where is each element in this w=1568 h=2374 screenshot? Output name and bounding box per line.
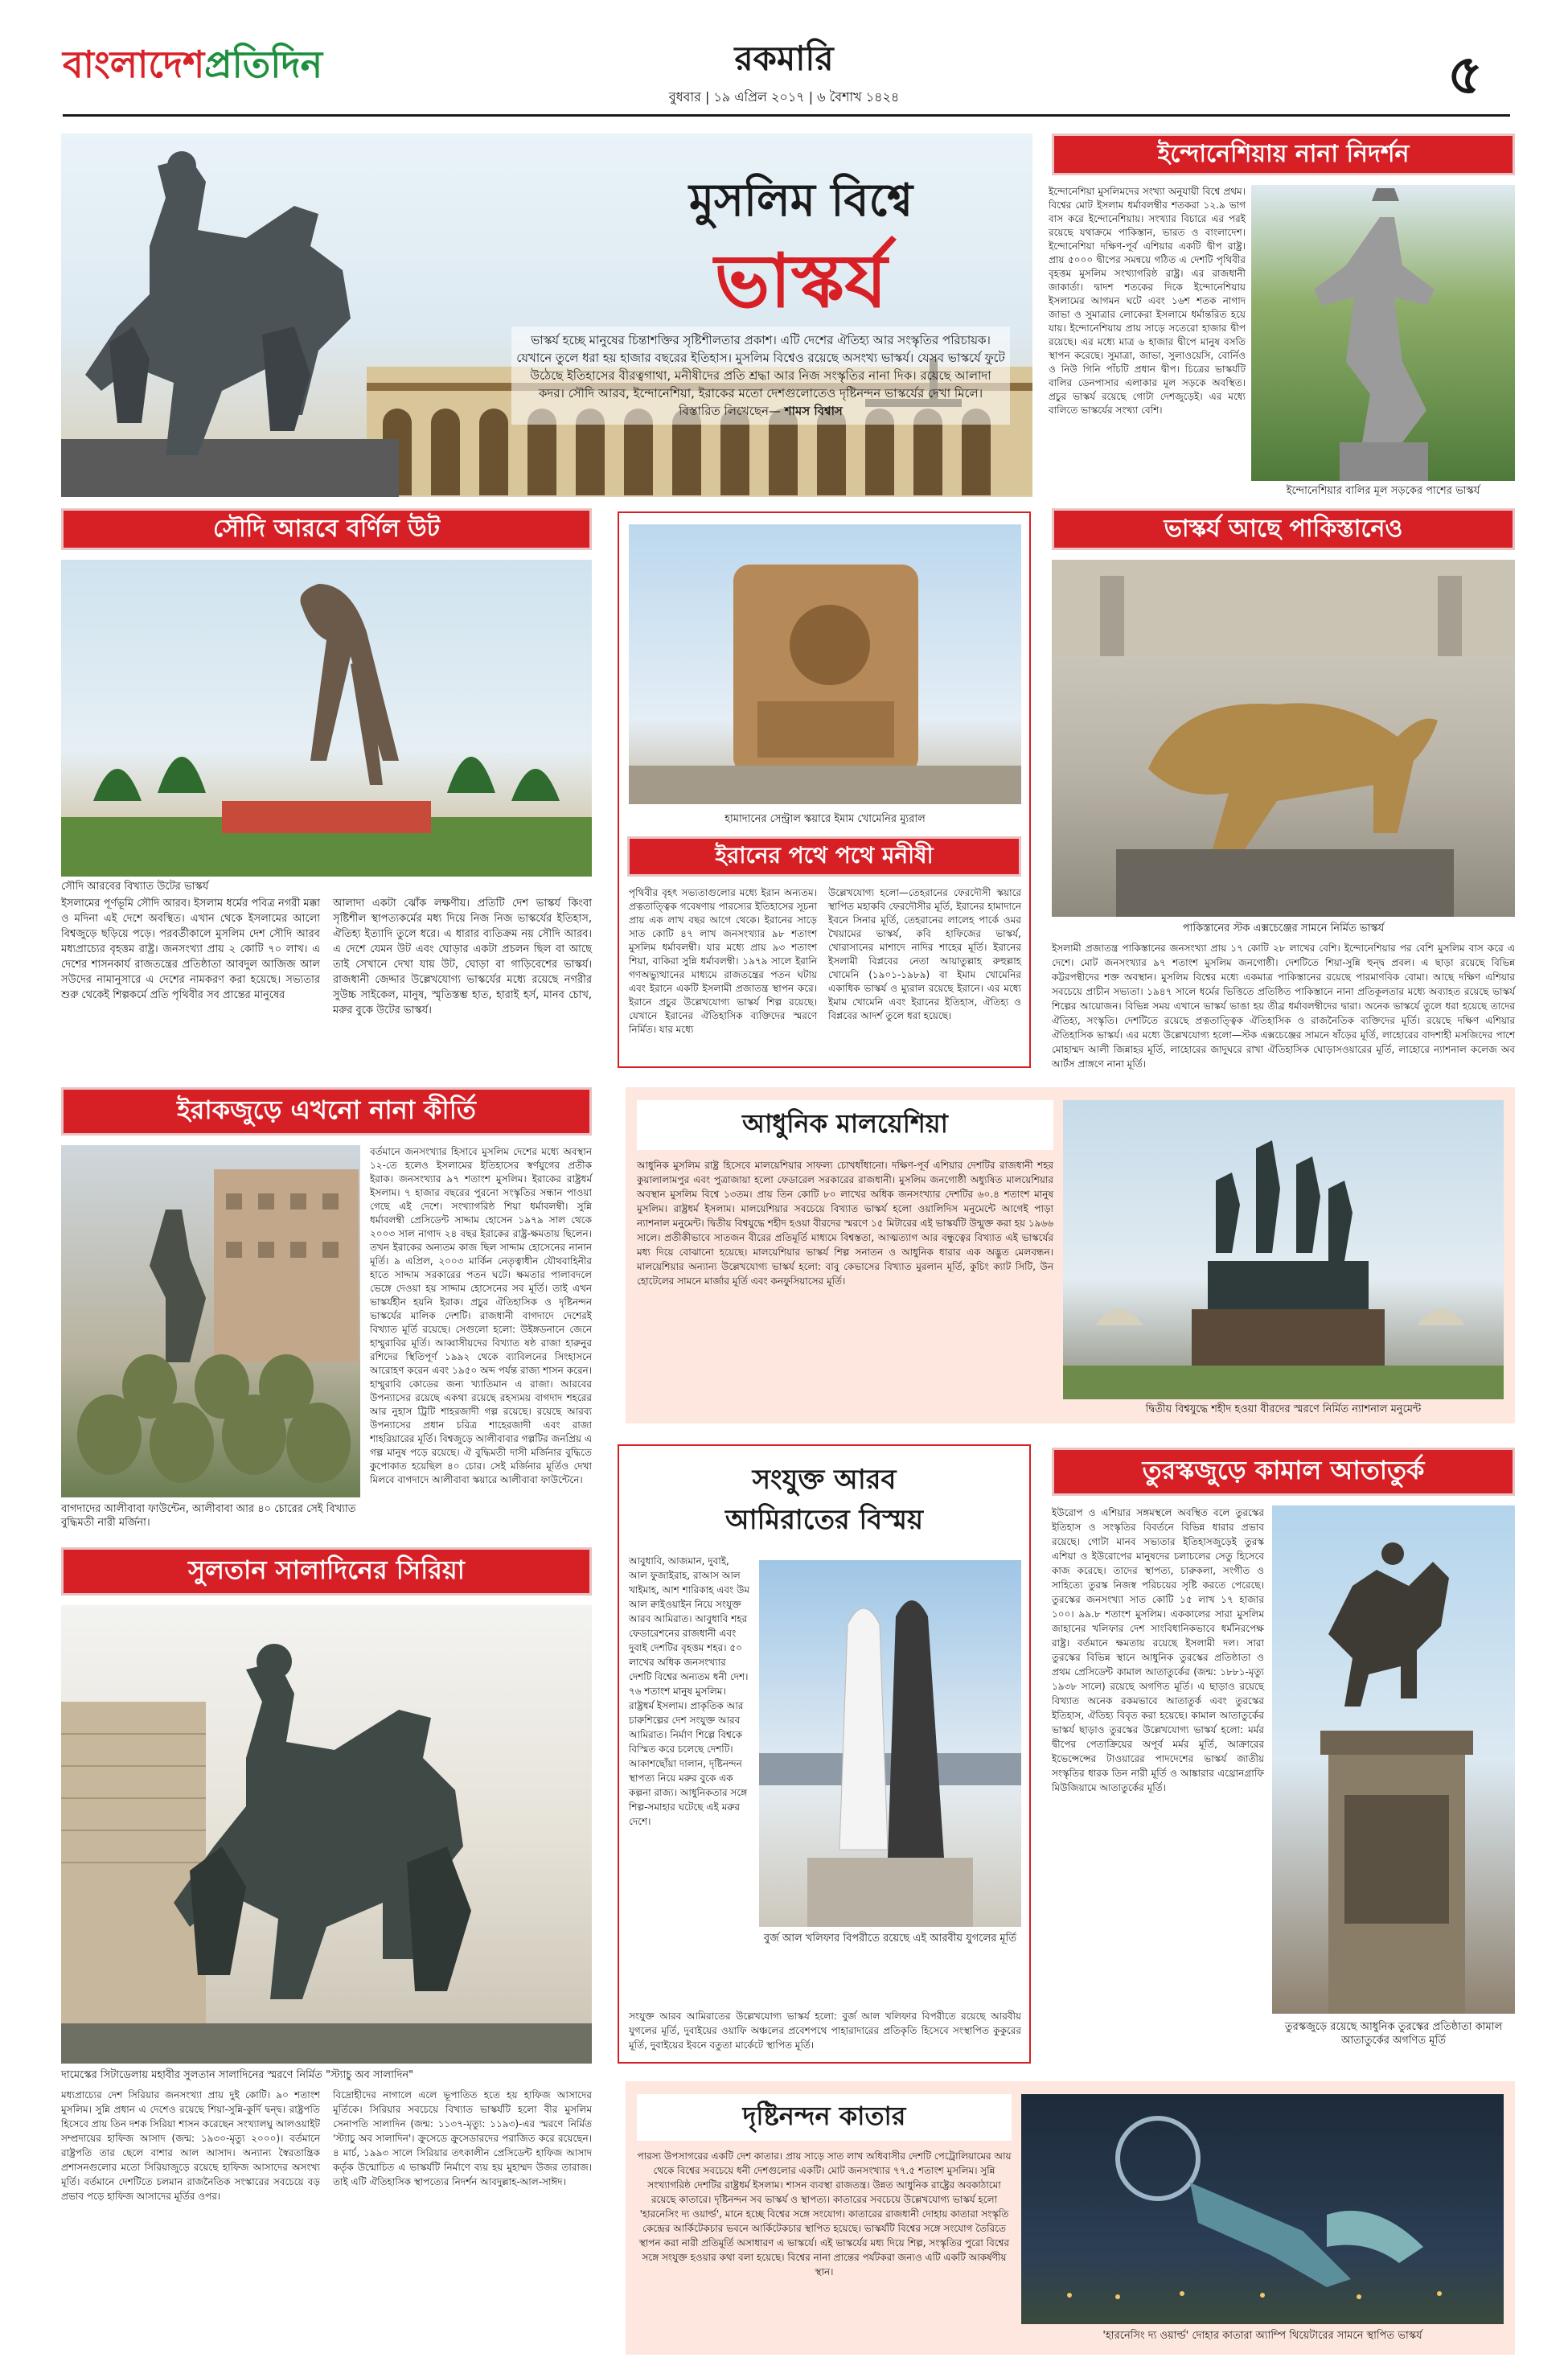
syria-heading: সুলতান সালাদিনের সিরিয়া xyxy=(61,1547,592,1596)
alibaba-fountain xyxy=(61,1145,360,1497)
qatar-text: পারস্য উপসাগরের একটি দেশ কাতার। প্রায় সাড়ে সাত লাখ অধিবাসীর দেশটি পেট্রোলিয়ামের আয় থেকে বিশ্বের সবচেয়ে ধনী দেশগুলোর একটি। মোট জনসংখ্যার ৭৭.৫ শতাংশ মুসলিম। সুন্নি সংখ্যাগরিষ্ঠ দেশটির রাষ্ট্রধর্ম ইসলাম। শাসন ব্যবস্থা রাজতন্ত্র। উন্নত আধুনিক রাষ্ট্রের অবকাঠামো রয়েছে কাতারে। দৃষ্টিনন্দন সব ভাস্কর্য ও স্থাপত্য। কাতারের সবচেয়ে উল্লেখযোগ্য ভাস্কর্য হলো 'হারনেসিং দ্য ওয়ার্ল্ড', মানে হচ্ছে বিশ্বের সঙ্গে সংযোগ। কাতারের রাজধানী দোহায় কাতারা সংস্কৃতি কেন্দ্রের আর্কিটেকচার ভবনে আর্কিটেকচার স্থাপিত হয়েছে। ভাস্কর্যটি বিশ্বের সঙ্গে সংযোগ তৈরিতে স্থাপন করা নারী প্রতিমূর্তি অসাধারণ এ ভাস্কর্যে। এই ভাস্কর্যের মধ্য দিয়ে শিল্প, সংস্কৃতির পুরো বিশ্বের সঙ্গে সংযুক্ত হওয়ার কথা বলা হয়েছে। বিশ্বের নানা প্রান্তের পর্যটকরা জন্যও এটি একটি আকর্ষণীয় স্থান। xyxy=(637,2150,1012,2277)
turkey-caption: তুরস্কজুড়ে রয়েছে আধুনিক তুরস্কের প্রতিষ্ঠাতা কামাল আতাতুর্কের অগণিত মূর্তি xyxy=(1284,2021,1503,2047)
national-monument xyxy=(1063,1100,1504,1399)
indonesia-caption: ইন্দোনেশিয়ার বালির মূল সড়কের পাশের ভাস্কর্য xyxy=(1286,485,1480,497)
iran-heading: ইরানের পথে পথে মনীষী xyxy=(627,836,1021,877)
saudi-photo xyxy=(61,560,592,877)
saudi-text-left: ইসলামের পূর্ণভূমি সৌদি আরব। ইসলাম ধর্মের পবিত্র নগরী মক্কা ও মদিনা এই দেশে অবস্থিত। এখান থেকে ইসলামের আলো বিশ্বজুড়ে ছড়িয়ে পড়ে। পরবর্তীকালে মুসলিম দেশ সৌদি আরব মধ্যপ্রাচ্যের বৃহত্তম রাষ্ট্র। জনসংখ্যা প্রায় ২ কোটি ৭০ লাখ। এ দেশের শাসনকার্য রাজতন্ত্রের প্রতিষ্ঠাতা আবদুল আজিজ আল সউদের নামানুসারে এ দেশের নামকরণ করা হয়েছে। সভ্যতার শুরু থেকেই শিল্পকর্মে প্রতি পৃথিবীর সব প্রান্তের মানুষের xyxy=(61,897,320,1001)
iraq-heading: ইরাকজুড়ে এখনো নানা কীর্তি xyxy=(61,1087,592,1136)
indonesia-text: ইন্দোনেশিয়া মুসলিমদের সংখ্যা অনুযায়ী বিশ্বে প্রথম। বিশ্বের মোট ইসলাম ধর্মাবলম্বীর শতকরা ১২.৯ ভাগ বাস করে ইন্দোনেশিয়ায়। সংখ্যার বিচারে এর পরই রয়েছে যথাক্রমে পাকিস্তান, ভারত ও বাংলাদেশ। ইন্দোনেশিয়া দক্ষিণ-পূর্ব এশিয়ার একটি দ্বীপ রাষ্ট্র। প্রায় ৫০০০ দ্বীপের সমন্বয়ে গঠিত এ দেশটি পৃথিবীর বৃহত্তম মুসলিম সংখ্যাগরিষ্ঠ রাষ্ট্র। এর রাজধানী জাকার্তা। দ্বাদশ শতকের দিকে ইন্দোনেশিয়ায় ইসলামের আগমন ঘটে এবং ১৬শ শতক নাগাদ জাভা ও সুমাত্রার লোকেরা ইসলামে ধর্মান্তরিত হয়ে যায়। ইন্দোনেশিয়ায় প্রায় সাড়ে সতেরো হাজার দ্বীপ রয়েছে। এর মধ্যে মাত্র ৬ হাজার দ্বীপে মানুষ বসতি স্থাপন করেছে। সুমাত্রা, জাভা, সুলাওয়েসি, বোর্নিও ও নিউ গিনি পাঁচটি প্রধান দ্বীপ। চিত্রের ভাস্কর্যটি বালির ডেনপাসার এলাকার মূল সড়কে অবস্থিত। প্রচুর ভাস্কর্য রয়েছে গোটা দেশজুড়েই। এর মধ্যে বালিতে ভাস্কর্যের সংখ্যা বেশি। xyxy=(1049,186,1246,416)
qatar-caption: 'হারনেসিং দ্য ওয়ার্ল্ড' দোহার কাতারা অ্যাম্পি থিয়েটারের সামনে স্থাপিত ভাস্কর্য xyxy=(1102,2330,1422,2342)
syria-photo xyxy=(61,1605,592,2064)
turkey-heading: তুরস্কজুড়ে কামাল আতাতুর্ক xyxy=(1052,1448,1515,1496)
masthead-rule xyxy=(63,114,1510,117)
iran-text-left: পৃথিবীর বৃহৎ সভ্যতাগুলোর মধ্যে ইরান অন্যতম। প্রত্নতাত্ত্বিক গবেষণায় পারস্যের ইতিহাসের সূচনা প্রায় এক লাখ বছর আগে থেকে। ইরানের সাড়ে সাত কোটি ৪৭ লাখ জনসংখ্যার ৯৮ শতাংশ মুসলিম ধর্মাবলম্বী। যার মধ্যে প্রায় ৯৩ শতাংশ শিয়া, বাকিরা সুন্নি ধর্মাবলম্বী। ১৯৭৯ সালে ইরানি গণঅভ্যুত্থানের মাধ্যমে রাজতন্ত্রের পতন ঘটায় এবং ইরানে একটি ইসলামী প্রজাতন্ত্র স্থাপন করে। ইরানে প্রচুর উল্লেখযোগ্য ভাস্কর্য শিল্প রয়েছে। যেখানে ইরানের ঐতিহাসিক ব্যক্তিদের স্মরণে নির্মিত। যার মধ্যে xyxy=(629,887,817,1035)
uae-heading-line2: আমিরাতের বিস্ময় xyxy=(724,1504,924,1536)
malaysia-text: আধুনিক মুসলিম রাষ্ট্র হিসেবে মালয়েশিয়ার সাফল্য চোখধাঁধানো। দক্ষিণ-পূর্ব এশিয়ার দেশটির রাজধানী শহর কুয়ালালামপুর এবং পুত্রাজায়া হলো ফেডারেল সরকারের রাজধানী। মুসলিম জনগোষ্ঠী অধ্যুষিত মালয়েশিয়ার অবস্থান মুসলিম বিশ্বে ১৩তম। প্রায় তিন কোটি ৮০ লাখের অধিক জনসংখ্যার দেশটির ৬০.৪ শতাংশ মানুষ মুসলিম। রাষ্ট্রধর্ম ইসলাম। মালয়েশিয়ার সবচেয়ে বিখ্যাত ভাস্কর্য হলো ওয়ালিদিস মনুমেন্টে আগেই পাড়া ন্যাশনাল মনুমেন্ট। দ্বিতীয় বিশ্বযুদ্ধে শহীদ হওয়া বীরদের স্মরণে ১৫ মিটারের এই ভাস্কর্যটি উন্মুক্ত করা হয় ১৯৬৬ সালে। প্রতীকীভাবে সাতজন বীরের প্রতিমূর্তি মাধ্যমে বিশ্বস্ততা, আত্মত্যাগ আর বন্ধুত্বের বিখ্যাত এই ভাস্কর্যের মধ্য দিয়ে বোঝানো হয়েছে। মালয়েশিয়ার ভাস্কর্য শিল্প সনাতন ও আধুনিক ধারার এক অদ্ভুত মেলবন্ধন। মালয়েশিয়ার অন্যান্য উল্লেখযোগ্য ভাস্কর্য হলো: বাবু কেভাসের বিখ্যাত মুরলান মূর্তি, কুচিং ক্যাট সিটি, উন হোটেলের সামনে মার্জার মূর্তি এবং কনফুসিয়াসের মূর্তি। xyxy=(637,1160,1053,1287)
turkey-photo xyxy=(1272,1505,1515,2014)
qatar-heading: দৃষ্টিনন্দন কাতার xyxy=(637,2094,1012,2141)
section-title: রকমারি xyxy=(734,39,834,78)
lead-title-main: ভাস্কর্য xyxy=(714,237,888,324)
saudi-text-right: আলাদা একটা ঝোঁক লক্ষণীয়। প্রতিটি দেশ ভাস্কর্য কিংবা সৃষ্টিশীল স্থাপত্যকর্মের মধ্য দিয়ে নিজ নিজ ভাস্কর্যের ইতিহাস, ঐতিহ্য ইত্যাদি তুলে ধরে। এ ধারার ব্যতিক্রম নয় সৌদি আরব। এ দেশে যেমন উট এবং ঘোড়ার একটা প্রচলন ছিল বা আছে তাই সেখানে দেখা যায় উট, ঘোড়া বা গাড়িবেশের ভাস্কর্য। রাজধানী জেদ্দার উল্লেখযোগ্য ভাস্কর্যের মধ্যে রয়েছে নগরীর সুউচ্চ সাইকেল, মানুষ, স্মৃতিস্তম্ভ হাত, হারাই হর্স, মানব চোখ, মরুর বুকে উটের ভাস্কর্য। xyxy=(333,897,592,1017)
lead-banner xyxy=(61,133,1032,497)
statue-of-saladin xyxy=(61,1605,592,2064)
camel-sculpture xyxy=(61,560,592,877)
qatar-photo xyxy=(1021,2094,1504,2324)
turkey-text: ইউরোপ ও এশিয়ার সঙ্গমস্থলে অবস্থিত বলে তুরস্কের ইতিহাস ও সংস্কৃতির বিবর্তনে বিভিন্ন ধারার প্রভাব রয়েছে। গোটা মানব সভ্যতার ইতিহাসজুড়েই তুরস্ক এশিয়া ও ইউরোপের মানুষদের চলাচলের সেতু হিসেবে কাজ করেছে। তাদের স্থাপত্য, চারুকলা, সংগীত ও সাহিত্যে তুরস্ক নিজস্ব পরিচয়ের সৃষ্টি করতে পেরেছে। তুরস্কের জনসংখ্যা সাত কোটি ১৫ লাখ ১৭ হাজার ১০০। ৯৯.৮ শতাংশ মুসলিম। এককালের সারা মুসলিম জাহানের খলিফার দেশ সাংবিধানিকভাবে ধর্মনিরপেক্ষ রাষ্ট্র। বর্তমানে ক্ষমতায় রয়েছে ইসলামী দল। সারা তুরস্কের বিভিন্ন স্থানে আধুনিক তুরস্কের প্রতিষ্ঠাতা ও প্রথম প্রেসিডেন্ট কামাল আতাতুর্কের (জন্ম: ১৮৮১-মৃত্যু ১৯৩৮ সালে) রয়েছে অগণিত মূর্তি। এ ছাড়াও রয়েছে বিখ্যাত অনেক রকমভাবে আতাতুর্ক এবং তুরস্কের ইতিহাস, ঐতিহ্য বিবৃত করা হয়েছে। কামাল আতাতুর্কের ভাস্কর্য ছাড়াও তুরস্কের উল্লেখযোগ্য ভাস্কর্য হলো: মর্মর দ্বীপের পেতাক্রিয়ের অপূর্ব মর্মর মূর্তি, আক্রারের ইভেন্সেন্সের টাওয়ারের পাদদেশের ভাস্কর্য জাতীয় সংস্কৃতির ধারক তিন নারী মূর্তি ও আঙ্কারার এথ্রোনগ্রাফি মিউজিয়ামে আতাতুর্কের মূর্তি। xyxy=(1052,1507,1264,1793)
uae-heading-line1: সংযুক্ত আরব xyxy=(752,1464,897,1496)
syria-text-left: মধ্যপ্রাচ্যের দেশ সিরিয়ার জনসংখ্যা প্রায় দুই কোটি। ৯০ শতাংশ মুসলিম। সুন্নি প্রধান এ দেশেও রয়েছে শিয়া-সুন্নি-কুর্দি দ্বন্দ্ব। রাষ্ট্রপতি হিসেবে প্রায় তিন দশক সিরিয়া শাসন করেছেন সংখ্যালঘু আলওয়াইট সম্প্রদায়ের হাফিজ আসাদ (জন্ম: ১৯৩০-মৃত্যু ২০০০)। বর্তমানে রাষ্ট্রপতি তার ছেলে বাশার আল আসাদ। অন্যান্য স্বৈরতান্ত্রিক প্রশাসনগুলোর মতো সিরিয়াজুড়ে রয়েছে হাফিজ আসাদের অসংখ্য মূর্তি। বর্তমানে দেশটিতে চলমান রাজনৈতিক সংস্কারের সবচেয়ে বড় প্রভাব পড়ে হাফিজ আসাদের মূর্তির ওপর। xyxy=(61,2089,320,2202)
indonesia-photo xyxy=(1251,185,1515,481)
uae-text-bottom: সংযুক্ত আরব আমিরাতের উল্লেখযোগ্য ভাস্কর্য হলো: বুর্জ আল খলিফার বিপরীতে রয়েছে আরবীয় যুগলের মূর্তি, দুবাইয়ের ওয়াফি অঞ্চলের প্রবেশপথে পাহারাদারের প্রতিকৃতি হিসেবে সংস্থাপিত কুকুরের মূর্তি, দুবাইয়ের ইবনে বতুতা মার্কেটে স্থাপিত মূর্তি। xyxy=(629,2011,1021,2051)
ataturk-equestrian-statue xyxy=(1272,1505,1515,2014)
pakistan-heading: ভাস্কর্য আছে পাকিস্তানেও xyxy=(1052,508,1515,550)
newspaper-logo[interactable] xyxy=(63,37,322,98)
saudi-caption: সৌদি আরবের বিখ্যাত উটের ভাস্কর্য xyxy=(61,881,209,893)
iraq-caption: বাগদাদের আলীবাবা ফাউন্টেন, আলীবাবা আর ৪০ চোরের সেই বিখ্যাত বুদ্ধিমতী নারী মর্জিনা। xyxy=(61,1503,356,1529)
date-line: বুধবার | ১৯ এপ্রিল ২০১৭ | ৬ বৈশাখ ১৪২৪ xyxy=(668,89,900,105)
logo-part2: প্রতিদিন xyxy=(204,43,323,86)
lead-intro xyxy=(511,327,1010,425)
uae-photo xyxy=(759,1560,1021,1927)
malaysia-photo xyxy=(1063,1100,1504,1399)
khomeini-mural xyxy=(629,524,1021,804)
pakistan-text: ইসলামী প্রজাতন্ত্র পাকিস্তানের জনসংখ্যা প্রায় ১৭ কোটি ২৮ লাখের বেশি। ইন্দোনেশিয়ার পর বেশি মুসলিম বাস করে এ দেশে। মোট জনসংখ্যার ৯৭ শতাংশ মুসলিম জনগোষ্ঠী। দেশটিতে শিয়া-সুন্নি হুন্দ্ব প্রবল। এ ছাড়া রয়েছে বিভিন্ন কট্টরপন্থীদের শক্ত অবস্থান। মুসলিম বিশ্বের মধ্যে একমাত্র পাকিস্তানের রয়েছে পারমাণবিক বোমা। আছে দক্ষিণ এশিয়ার সবচেয়ে প্রাচীন সভ্যতা। ১৯৪৭ সালে ধর্মের ভিত্তিতে প্রতিষ্ঠিত পাকিস্তানে নানা প্রতিকূলতার মধ্যে অব্যাহত রয়েছে ভাস্কর্য শিল্পের আয়োজন। বিভিন্ন সময় এখানে ভাস্কর্য ভাঙা হয় তীব্র ধর্মাবলম্বীদের দ্বারা। অনেক ভাস্কর্যে তুলে ধরা হয়েছে তাদের ঐতিহ্য, সংস্কৃতি। দেশটিতে রয়েছে প্রত্নতাত্ত্বিক ঐতিহাসিক ও রাজনৈতিক ব্যক্তিদের মূর্তি। রয়েছে দক্ষিণ এশিয়ার ঐতিহাসিক ভাস্কর্য। এর মধ্যে উল্লেখযোগ্য হলো—স্টক এক্সচেঞ্জের সামনে ষাঁড়ের মূর্তি, লাহোরের বাদশাহী মসজিদের পাশে মোহাম্মদ আলী জিন্নাহর মূর্তি, লাহোরের জাদুঘরে রাখা ঐতিহাসিক ঘোড়াসওয়ারের মূর্তি, লাহোরে ন্যাশনাল কলেজ অব আর্টস প্রাঙ্গণে নানা মূর্তি। xyxy=(1052,943,1515,1070)
pakistan-photo xyxy=(1052,560,1515,917)
lead-author: শামস বিশ্বাস xyxy=(784,404,843,418)
syria-text-right: বিদ্রোহীদের নাগালে এলে ভূপাতিত হতে হয় হাফিজ আসাদের মূর্তিকে। সিরিয়ার সবচেয়ে বিখ্যাত ভাস্কর্যটি হলো বীর মুসলিম সেনাপতি সালাদিন (জন্ম: ১১৩৭-মৃত্যু: ১১৯৩)-এর স্মরণে নির্মিত 'স্ট্যাচু অব সালাদিন'। ক্রুসেডে ক্রুসেডারদের পরাজিত করে রয়েছেন। ৪ মার্চ, ১৯৯৩ সালে সিরিয়ার তৎকালীন প্রেসিডেন্ট হাফিজ আসাদ কর্তৃক উন্মোচিত এ ভাস্কর্যটি নির্মাণে ব্যয় হয় মুহাম্মদ উজর তারাজ। তাই এটি ঐতিহাসিক স্থাপত্যের নিদর্শন আবদুল্লাহ-আল-সাঈদ। xyxy=(333,2089,592,2187)
uae-caption: বুর্জ আল খলিফার বিপরীতে রয়েছে এই আরবীয় যুগলের মূর্তি xyxy=(763,1932,1017,1945)
malaysia-heading: আধুনিক মালয়েশিয়া xyxy=(637,1100,1053,1150)
harnessing-the-world-sculpture xyxy=(1021,2094,1504,2324)
saudi-heading: সৌদি আরবে বর্ণিল উট xyxy=(61,508,592,550)
pakistan-caption: পাকিস্তানের স্টক এক্সচেঞ্জের সামনে নির্মিত ভাস্কর্য xyxy=(1182,922,1385,934)
page-number: ৫ xyxy=(1447,43,1484,107)
masthead xyxy=(0,0,1568,121)
iran-photo xyxy=(629,524,1021,804)
malaysia-caption: দ্বিতীয় বিশ্বযুদ্ধে শহীদ হওয়া বীরদের স্মরণে নির্মিত ন্যাশনাল মনুমেন্ট xyxy=(1145,1403,1422,1415)
iraq-text: বর্তমানে জনসংখ্যার হিসাবে মুসলিম দেশের মধ্যে অবস্থান ১২-তে হলেও ইসলামের ইতিহাসের স্বর্ণযুগের প্রতীক ইরাক। জনসংখ্যার ৯৭ শতাংশ মুসলিম। ইরাকের রাষ্ট্রধর্ম ইসলাম। ৭ হাজার বছরের পুরনো সংস্কৃতির সন্ধান পাওয়া গেছে এই দেশে। সংখ্যাগরিষ্ঠ শিয়া ধর্মাবলম্বী। সুন্নি ধর্মাবলম্বী প্রেসিডেন্ট সাদ্দাম হোসেন ১৯৭৯ সাল থেকে ২০০৩ সাল নাগাদ ২৪ বছর ইরাকের রাষ্ট্র-ক্ষমতায় ছিলেন। তখন ইরাকের অন্যতম কাজ ছিল সাদ্দাম হোসেনের নানান মূর্তি। ৯ এপ্রিল, ২০০৩ মার্কিন নেতৃত্বাধীন যৌথবাহিনীর হাতে সাদ্দাম সরকারের পতন ঘটে। ক্ষমতার পালাবদলে ভেঙ্গে দেওয়া হয় সাদ্দাম হোসেনের সব মূর্তি। তাই এখন ভাস্কর্যহীন হয়নি ইরাক। প্রচুর ঐতিহাসিক ও দৃষ্টিনন্দন ভাস্কর্যের মালিক দেশটি। রাজধানী বাগদাদে দেশেরই বিখ্যাত মূর্তি রয়েছে। সেগুলো হলো: উইঙ্গডনানে জেনে হাম্মুরাবির মূর্তি। আব্বাসীয়দের বিখ্যাত ষষ্ঠ রাজা হারুনুর রশিদের স্থিতিপূর্ণ ১৯৯২ থেকে ব্যাবিলনের সিংহাসনে আরোহণ করেন এবং ১৯৫০ অব্দ পর্যন্ত রাজ্য শাসন করেন। হাম্মুরাবি কোডের জন্য খ্যাতিমান এ রাজা। আরবের উপন্যাসের রয়েছে একথা রয়েছে রহস্যময় বাগদাদ শহরের আর নুহাস ট্রিটি শাহরজাদী গল্প রয়েছে। রয়েছে আরব্য উপন্যাসের প্রধান চরিত্র শাহেরজাদী এবং রাজা শাহরিয়ারের মূর্তি। বিশ্বজুড়ে আলীবাবার গল্পটির জনপ্রিয় এ গল্প মানুষ পড়ে রয়েছে। ঐ বুদ্ধিমতী দাসী মর্জিনার বুদ্ধিতে কুপোকাত হয়েছিল ৪০ চোর। সেই মর্জিনার মূর্তিও দেখা মিলবে বাগদাদে আলীবাবা স্কয়ারে আলীবাবা ফাউন্টেনে। xyxy=(370,1146,592,1485)
saladin-statue-photo xyxy=(61,133,399,497)
iran-caption: হামাদানের সেন্ট্রাল স্কয়ারে ইমাম খোমেনির ম্যুরাল xyxy=(724,813,926,825)
bull-sculpture xyxy=(1052,560,1515,917)
indonesia-heading: ইন্দোনেশিয়ায় নানা নিদর্শন xyxy=(1052,133,1515,175)
iran-text-right: উল্লেখযোগ্য হলো—তেহরানের ফেরদৌসী স্কয়ারে স্থাপিত মহাকবি ফেরদৌসীর মূর্তি, ইরানের হামাদানে ইবনে সিনার মূর্তি, তেহরানের লালেহ পার্কে ওমর খৈয়ামের ভাস্কর্য, কবি হাফিজের ভাস্কর্য, খোরাসানের মাশাদে নাদির শাহের মূর্তি। ইরানের ইসলামী বিপ্লবের নেতা আয়াতুল্লাহ রুহুল্লাহ খোমেনি (১৯০১-১৯৮৯) বা ইমাম খোমেনির একাধিক ভাস্কর্য ও ম্যুরাল রয়েছে ইরানে। এর মধ্যে ইমাম খোমেনি এবং ইরানের ইতিহাস, ঐতিহ্য ও বিপ্লবের আদর্শ তুলে ধরা হয়েছে। xyxy=(828,887,1021,1021)
logo-part1: বাংলাদেশ xyxy=(63,43,205,86)
lead-intro-text: ভাস্কর্য হচ্ছে মানুষের চিন্তাশক্তির সৃষ্টিশীলতার প্রকাশ। এটি দেশের ঐতিহ্য আর সংস্কৃতির পরিচায়ক। যেখানে তুলে ধরা হয় হাজার বছরের ইতিহাস। মুসলিম বিশ্বেও রয়েছে অসংখ্য ভাস্কর্য। যেসব ভাস্কর্যে ফুটে উঠেছে ইতিহাসের বীরত্বগাথা, মনীষীদের প্রতি শ্রদ্ধা আর নিজ সংস্কৃতির নানা দিক। রয়েছে আলাদা কদর। সৌদি আরব, ইন্দোনেশিয়া, ইরাকের মতো দেশগুলোতেও দৃষ্টিনন্দন ভাস্কর্যের দেখা মিলে। বিস্তারিত লিখেছেন— xyxy=(516,333,1005,418)
uae-text-left: আবুধাবি, আজমান, দুবাই, আল ফুজাইরাহ, রাআস আল খাইমাহ, আশ শারিকাহ এবং উম আল ক্বাইওয়াইন নিয়ে সংযুক্ত আরব আমিরাত। আবুধাবি শহর ফেডারেশনের রাজধানী এবং দুবাই দেশটির বৃহত্তম শহর। ৫০ লাখের অধিক জনসংখ্যার দেশটি বিশ্বের অন্যতম ধনী দেশ। ৭৬ শতাংশ মানুষ মুসলিম। রাষ্ট্রধর্ম ইসলাম। প্রাকৃতিক আর চারুশিল্পের দেশ সংযুক্ত আরব আমিরাত। নির্মাণ শিল্পে বিশ্বকে বিস্মিত করে চলেছে দেশটি। আকাশছোঁয়া দালান, দৃষ্টিনন্দন স্থাপত্য নিয়ে মরুর বুকে এক কল্পনা রাজ্য। আধুনিকতার সঙ্গে শিল্প-সমাহার ঘটেছে এই মরুর দেশে। xyxy=(629,1555,749,1827)
iraq-photo xyxy=(61,1145,360,1497)
lead-title-top: মুসলিম বিশ্বে xyxy=(688,174,913,227)
arab-couple-statue xyxy=(759,1560,1021,1927)
bali-dancer-statue xyxy=(1251,185,1515,481)
syria-caption: দামেস্কের সিটাডেলায় মহাবীর সুলতান সালাদিনের স্মরণে নির্মিত "স্ট্যাচু অব সালাদিন" xyxy=(61,2069,414,2081)
